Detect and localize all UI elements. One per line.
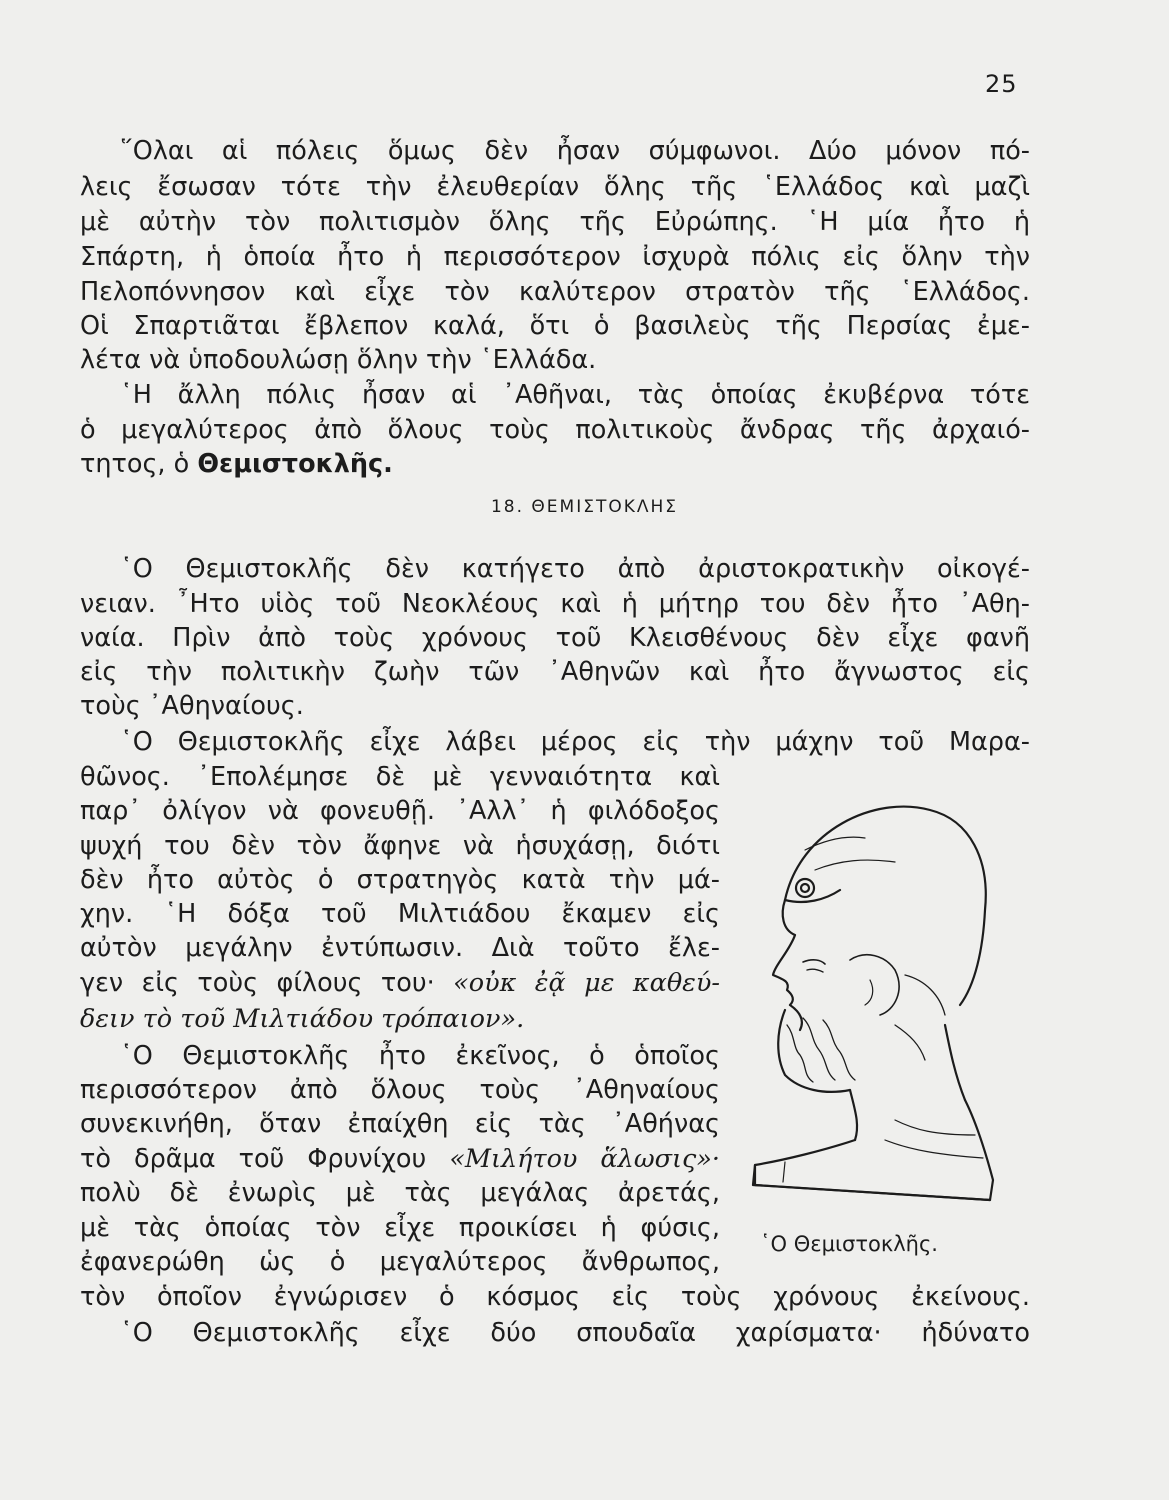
text-line: ῾Ο Θεμιστοκλῆς ἦτο ἐκεῖνος, ὁ ὁποῖος [120, 1041, 720, 1071]
text-line: λέτα νὰ ὑποδουλώσῃ ὅλην τὴν ῾Ελλάδα. [80, 345, 597, 375]
text-span: τητος, ὁ [80, 449, 198, 479]
text-line: Σπάρτη, ἡ ὁποία ἦτο ἡ περισσότερον ἰσχυρὰ πόλις εἰς ὅλην τὴν [80, 242, 1030, 272]
drama-title: «Μιλήτου ἅλωσις»· [449, 1144, 721, 1174]
text-line: δὲν ἦτο αὐτὸς ὁ στρατηγὸς κατὰ τὴν μά- [80, 865, 720, 895]
text-line: ῾Η ἄλλη πόλις ἦσαν αἱ ᾿Αθῆναι, τὰς ὁποίας ἐκυβέρνα τότε [120, 380, 1030, 410]
text-line [80, 1143, 720, 1176]
text-line: ναία. Πρὶν ἀπὸ τοὺς χρόνους τοῦ Κλεισθένους δὲν εἶχε φανῆ [80, 623, 1030, 653]
text-line: συνεκινήθη, ὅταν ἐπαίχθη εἰς τὰς ᾿Αθήνας [80, 1109, 720, 1139]
bold-name: Θεμιστοκλῆς. [197, 449, 393, 479]
page-number: 25 [985, 70, 1018, 98]
text-line: θῶνος. ᾿Επολέμησε δὲ μὲ γενναιότητα καὶ [80, 762, 720, 792]
text-line: μὲ τὰς ὁποίας τὸν εἶχε προικίσει ἡ φύσις, [80, 1213, 720, 1243]
quote-text: δειν τὸ τοῦ Μιλτιάδου τρόπαιον». [80, 1004, 525, 1034]
text-span: γεν εἰς τοὺς φίλους του· [80, 968, 454, 998]
figure-caption: ῾Ο Θεμιστοκλῆς. [760, 1232, 938, 1256]
text-line: ψυχή του δὲν τὸν ἄφηνε νὰ ἡσυχάσῃ, διότι [80, 831, 720, 861]
text-line: λεις ἔσωσαν τότε τὴν ἐλευθερίαν ὅλης τῆς ῾Ελλάδος καὶ μαζὶ [80, 172, 1030, 202]
text-line: ῾Ο Θεμιστοκλῆς δὲν κατήγετο ἀπὸ ἀριστοκρατικὴν οἰκογέ- [120, 554, 1030, 584]
text-line: ῞Ολαι αἱ πόλεις ὅμως δὲν ἦσαν σύμφωνοι. Δύο μόνον πό- [120, 136, 1030, 166]
themistocles-bust-illustration [745, 790, 1005, 1210]
text-line: εἰς τὴν πολιτικὴν ζωὴν τῶν ᾿Αθηνῶν καὶ ἦτο ἄγνωστος εἰς [80, 657, 1030, 687]
text-line: ὁ μεγαλύτερος ἀπὸ ὅλους τοὺς πολιτικοὺς ἄνδρας τῆς ἀρχαιό- [80, 415, 1030, 445]
text-line: νειαν. ῏Ητο υἱὸς τοῦ Νεοκλέους καὶ ἡ μήτηρ του δὲν ἦτο ᾿Αθη- [80, 589, 1030, 619]
text-line: Οἱ Σπαρτιᾶται ἔβλεπον καλά, ὅτι ὁ βασιλεὺς τῆς Περσίας ἐμε- [80, 311, 1030, 341]
text-line: μὲ αὐτὴν τὸν πολιτισμὸν ὅλης τῆς Εὐρώπης. ῾Η μία ἦτο ἡ [80, 207, 1030, 237]
text-line: τοὺς ᾿Αθηναίους. [80, 691, 304, 721]
text-line: ῾Ο Θεμιστοκλῆς εἶχε δύο σπουδαῖα χαρίσματα· ἠδύνατο [120, 1318, 1030, 1348]
section-heading: 18. ΘΕΜΙΣΤΟΚΛΗΣ [490, 497, 679, 517]
text-line [80, 967, 720, 1000]
text-line: ῾Ο Θεμιστοκλῆς εἶχε λάβει μέρος εἰς τὴν μάχην τοῦ Μαρα- [120, 727, 1030, 757]
quote-text: «οὐκ ἐᾷ με καθεύ- [453, 968, 720, 998]
text-line [80, 1003, 720, 1036]
text-line: αὐτὸν μεγάλην ἐντύπωσιν. Διὰ τοῦτο ἔλε- [80, 933, 720, 963]
text-line: πολὺ δὲ ἐνωρὶς μὲ τὰς μεγάλας ἀρετάς, [80, 1178, 720, 1208]
text-line: τὸν ὁποῖον ἐγνώρισεν ὁ κόσμος εἰς τοὺς χρόνους ἐκείνους. [80, 1282, 1030, 1312]
text-line: Πελοπόννησον καὶ εἶχε τὸν καλύτερον στρατὸν τῆς ῾Ελλάδος. [80, 277, 1030, 307]
text-span: τὸ δρᾶμα τοῦ Φρυνίχου [80, 1144, 450, 1174]
text-line: ἐφανερώθη ὡς ὁ μεγαλύτερος ἄνθρωπος, [80, 1247, 720, 1277]
text-line: παρ᾿ ὀλίγον νὰ φονευθῇ. ᾿Αλλ᾿ ἡ φιλόδοξος [80, 796, 720, 826]
text-line [80, 448, 1030, 481]
text-line: χην. ῾Η δόξα τοῦ Μιλτιάδου ἔκαμεν εἰς [80, 899, 720, 929]
text-line: περισσότερον ἀπὸ ὅλους τοὺς ᾿Αθηναίους [80, 1075, 720, 1105]
